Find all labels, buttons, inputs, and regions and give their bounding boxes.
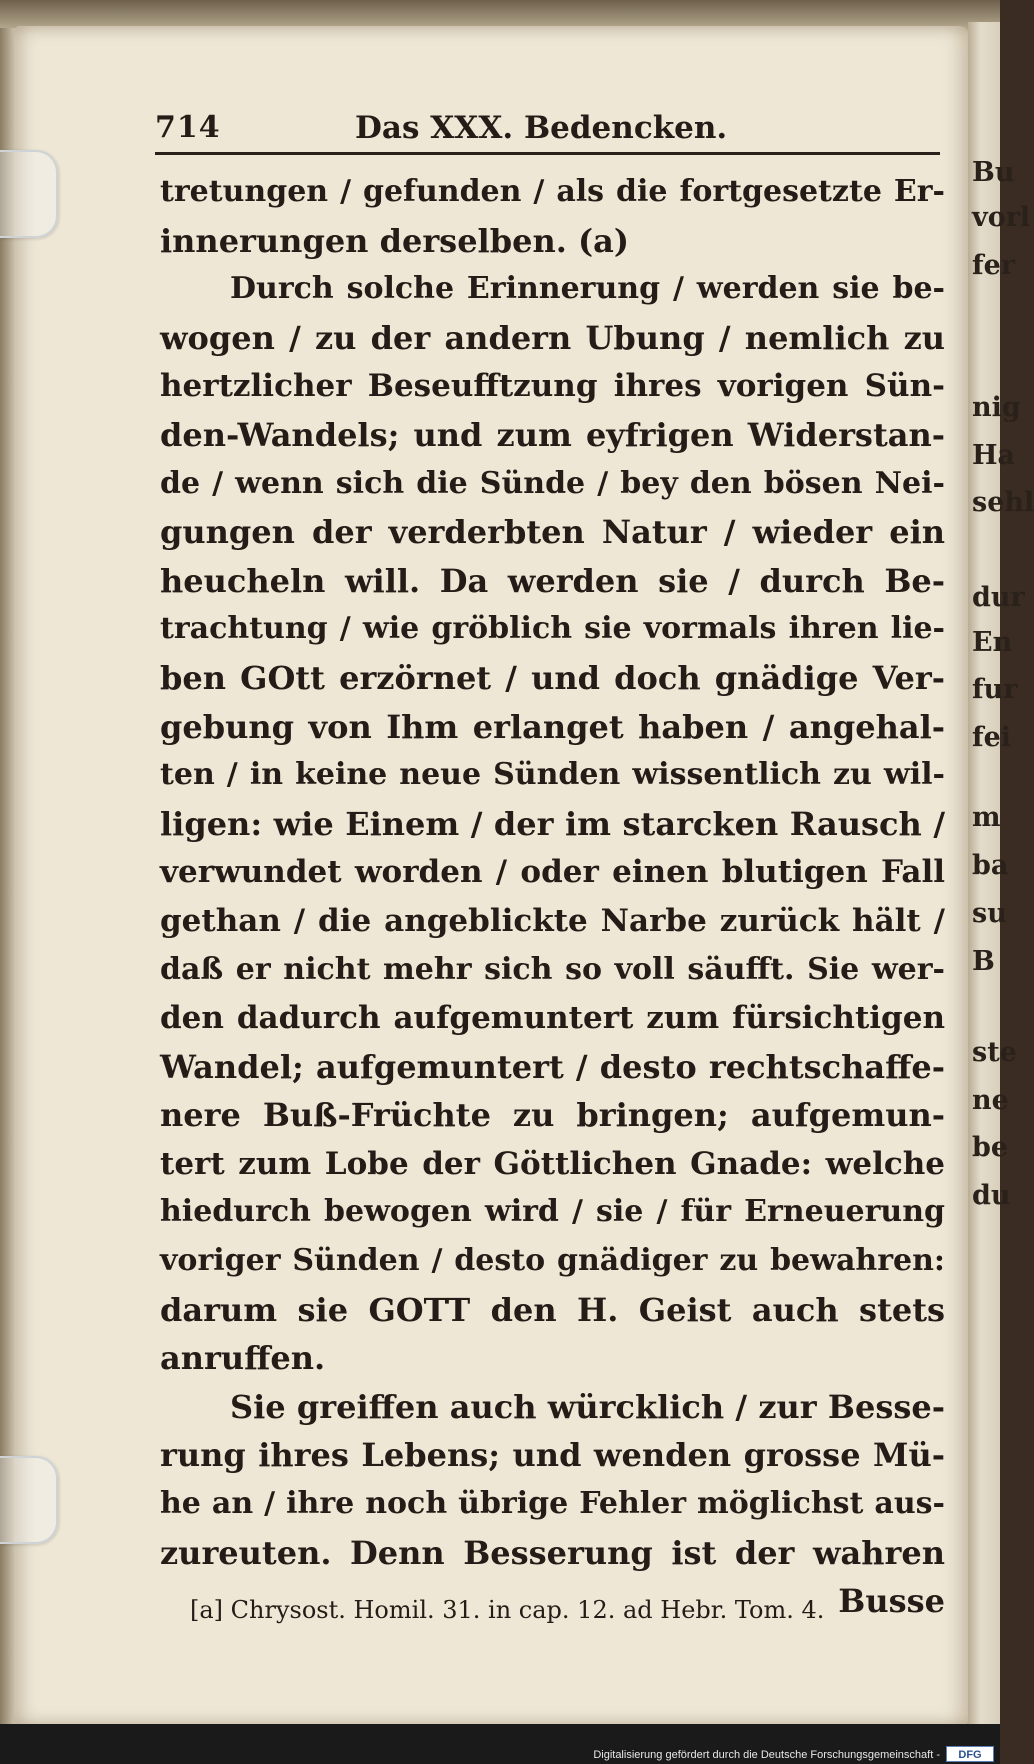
text-line: rung ihres Lebens; und wenden grosse Mü-: [160, 1436, 945, 1475]
text-line: innerungen derselben. (a): [160, 221, 629, 260]
facing-fragment: B: [972, 946, 995, 977]
facing-fragment: ste: [972, 1037, 1017, 1068]
text-line: trachtung / wie gröblich sie vormals ihren lie-: [160, 611, 945, 647]
text-line: wogen / zu der andern Ubung / nemlich zu: [160, 318, 945, 357]
text-line: Sie greiffen auch würcklich / zur Besse-: [230, 1387, 945, 1426]
text-line: den dadurch aufgemuntert zum fürsichtigen: [160, 1000, 945, 1037]
text-line: daß er nicht mehr sich so voll säufft. Sie wer-: [160, 951, 945, 987]
running-title: Das XXX. Bedencken.: [355, 110, 728, 146]
catchword: Busse: [838, 1582, 945, 1621]
facing-fragment: su: [972, 898, 1007, 929]
text-line: hiedurch bewogen wird / sie / für Erneuerung: [160, 1194, 945, 1230]
text-line: den-Wandels; und zum eyfrigen Widerstan-: [160, 415, 945, 454]
facing-fragment: nig: [972, 392, 1021, 423]
facing-fragment: du: [972, 1180, 1011, 1211]
facing-fragment: ba: [972, 850, 1009, 881]
facing-fragment: Ha: [972, 440, 1016, 471]
text-line: zureuten. Denn Besserung ist der wahren: [160, 1533, 945, 1572]
facing-fragment: Bu: [972, 157, 1015, 188]
page-number: 714: [155, 110, 221, 145]
text-line: gebung von Ihm erlanget haben / angehal-: [160, 707, 945, 746]
text-line: tert zum Lobe der Göttlichen Gnade: welche: [160, 1145, 945, 1182]
text-line: heucheln will. Da werden sie / durch Be-: [160, 561, 945, 600]
text-line: verwundet worden / oder einen blutigen Fall: [160, 854, 945, 891]
text-line: tretungen / gefunden / als die fortgesetzte Er-: [160, 174, 945, 209]
facing-fragment: ne: [972, 1085, 1009, 1116]
text-line: gungen der verderbten Natur / wieder ein: [160, 513, 945, 552]
text-line: Durch solche Erinnerung / werden sie be-: [230, 271, 945, 307]
header-rule: [155, 152, 940, 155]
facing-fragment: dur: [972, 582, 1025, 613]
text-line: voriger Sünden / desto gnädiger zu bewahren:: [160, 1243, 945, 1279]
page-clip-lower: [0, 1456, 58, 1544]
facing-fragment: m: [972, 802, 1001, 833]
text-line: ben GOtt erzörnet / und doch gnädige Ver-: [160, 658, 945, 697]
facing-page-strip: [968, 22, 1034, 1737]
dfg-logo: DFG: [946, 1746, 994, 1762]
facing-fragment: fer: [972, 250, 1016, 281]
facing-fragment: En: [972, 627, 1013, 658]
facing-fragment: fur: [972, 674, 1018, 705]
text-line: gethan / die angeblickte Narbe zurück hält /: [160, 902, 945, 939]
text-line: ten / in keine neue Sünden wissentlich zu wil-: [160, 757, 945, 793]
text-line: he an / ihre noch übrige Fehler möglichst aus-: [160, 1486, 945, 1522]
page-clip-upper: [0, 150, 58, 238]
text-line: nere Buß-Früchte zu bringen; aufgemun-: [160, 1096, 945, 1135]
funding-attribution: Digitalisierung gefördert durch die Deutsche Forschungsgemeinschaft -: [593, 1749, 940, 1761]
facing-fragment: fei: [972, 722, 1012, 753]
text-line: Wandel; aufgemuntert / desto rechtschaffe-: [160, 1047, 945, 1086]
facing-fragment: sehl: [972, 487, 1034, 518]
text-line: hertzlicher Beseufftzung ihres vorigen Sün-: [160, 368, 945, 405]
facing-fragment: vorl: [972, 202, 1031, 233]
text-line: darum sie GOTT den H. Geist auch stets: [160, 1290, 945, 1329]
footnote: [a] Chrysost. Homil. 31. in cap. 12. ad Hebr. Tom. 4.: [190, 1596, 825, 1624]
text-line: anruffen.: [160, 1339, 326, 1378]
text-line: ligen: wie Einem / der im starcken Rausch /: [160, 804, 945, 843]
facing-fragment: be: [972, 1132, 1009, 1163]
text-line: de / wenn sich die Sünde / bey den bösen Nei-: [160, 465, 945, 501]
body-text: [160, 168, 945, 1626]
